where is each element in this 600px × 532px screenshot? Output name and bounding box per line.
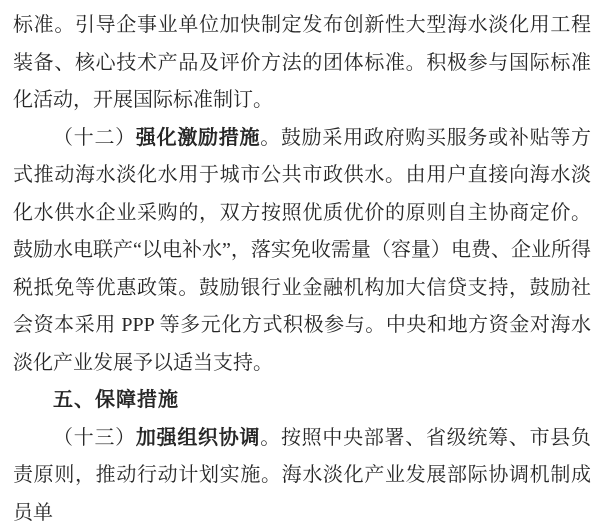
item-title: 强化激励措施 <box>136 127 260 149</box>
body-text: 标准。引导企事业单位加快制定发布创新性大型海水淡化用工程装备、核心技术产品及评价方法的团体标准。积极参与国际标准化活动，开展国际标准制订。 <box>13 14 591 111</box>
body-text: 。按照中央部署、省级统筹、市县负责原则，推动行动计划实施。海水淡化产业发展部际协调机制成员单 <box>13 427 591 524</box>
section-heading <box>13 382 591 420</box>
item-title: 加强组织协调 <box>136 427 260 449</box>
item-number: （十二） <box>53 127 136 149</box>
paragraph-continued <box>13 7 591 120</box>
paragraph-item-thirteen <box>13 420 591 532</box>
body-text: 。鼓励采用政府购买服务或补贴等方式推动海水淡化水用于城市公共市政供水。由用户直接向海水淡化水供水企业采购的，双方按照优质优价的原则自主协商定价。鼓励水电联产“以电补水”，落实免收需量（容量）电费、企业所得税抵免等优惠政策。鼓励银行业金融机构加大信贷支持，鼓励社会资本采用 PPP 等多元化方式积极参与。中央和地方资金对海水淡化产业发展予以适当支持。 <box>13 127 591 374</box>
paragraph-item-twelve <box>13 120 591 383</box>
section-heading-text: 五、保障措施 <box>53 389 179 411</box>
item-number: （十三） <box>53 427 136 449</box>
